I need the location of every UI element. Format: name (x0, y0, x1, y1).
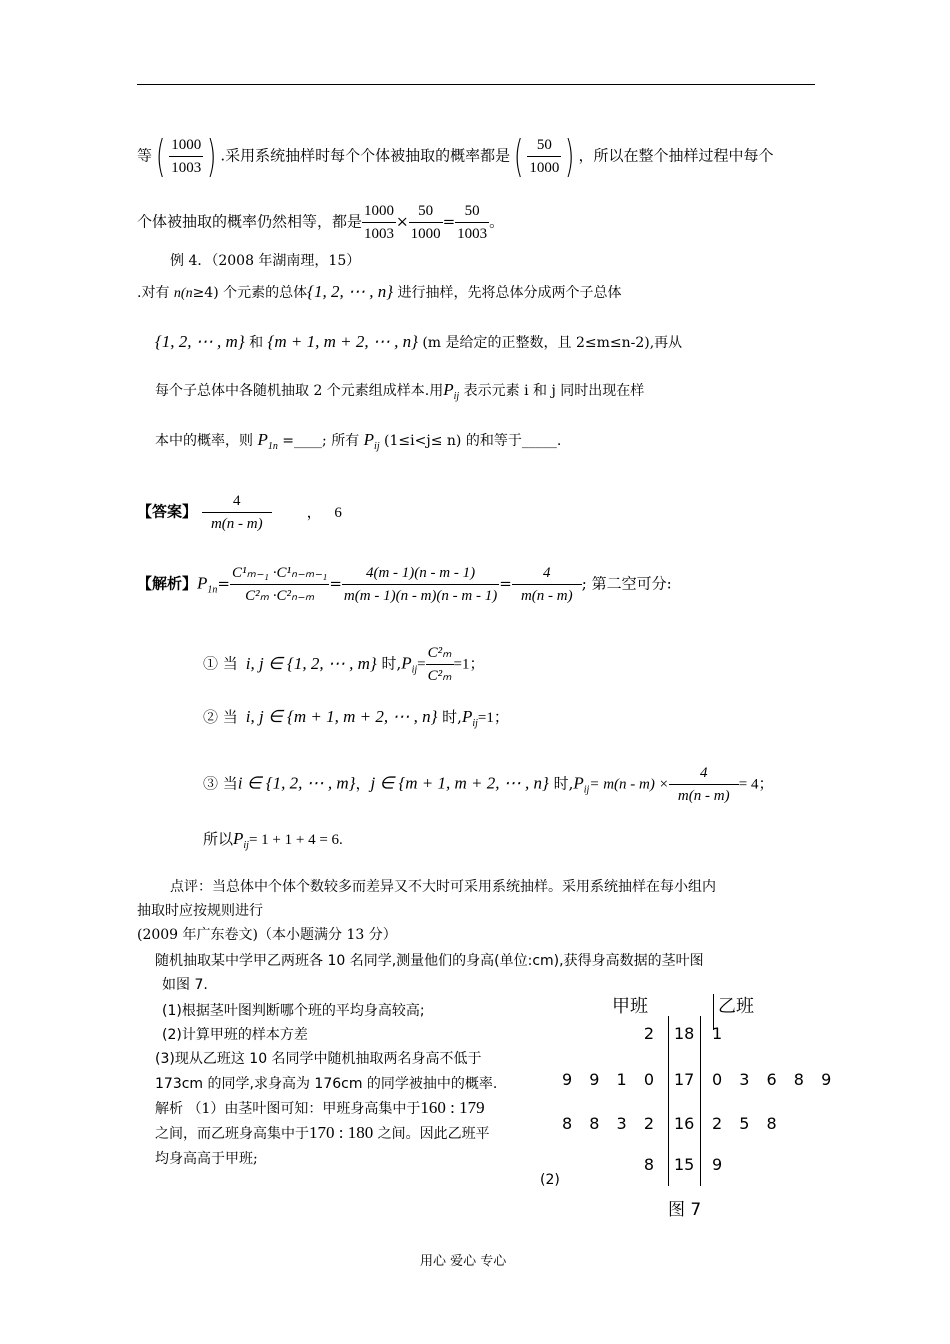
case-result: = 4 (738, 776, 759, 793)
p-subscript: ij (472, 718, 478, 729)
fraction-denominator: m(n - m) (210, 516, 263, 532)
fraction-numerator: C¹ₘ₋₁ ·C¹ₙ₋ₘ₋₁ (230, 562, 329, 585)
stem-15: 15 (674, 1155, 695, 1174)
text: 进行抽样，先将总体分成两个子总体 (393, 285, 622, 301)
case-marker: ① 当 (203, 654, 238, 673)
text: 时, (376, 654, 402, 673)
p-subscript: 1n (267, 440, 278, 452)
intro-line-1 (137, 130, 774, 182)
fraction-numerator: 4 (669, 762, 739, 785)
class-b-title: 乙班 (718, 996, 754, 1017)
text: 表示元素 i 和 j 同时出现在样 (459, 383, 645, 399)
leaf-right-17: 0 3 6 8 9 (712, 1070, 838, 1089)
text: = (277, 433, 295, 449)
p-subscript: ij (374, 440, 380, 452)
text: 之间，而乙班身高集中于 (155, 1126, 309, 1142)
set-all: {1, 2, ⋯ , n} (307, 282, 393, 301)
fraction-numerator: 1000 (169, 134, 203, 157)
p-symbol: P (197, 573, 208, 593)
fraction-denominator: 1000 (410, 226, 441, 242)
problem-line-2 (155, 332, 682, 352)
equals-sign: = (442, 212, 456, 231)
answer-label: 【答案】 (137, 502, 198, 521)
text: ; 所有 (322, 433, 364, 449)
fraction-denominator: C²ₘ (427, 668, 452, 684)
answer-fraction (202, 490, 272, 535)
text: .对有 (137, 285, 174, 301)
fraction-numerator: 4 (512, 562, 582, 585)
equals-sign: = (499, 574, 512, 593)
case-1: ① 当 i, j ∈ {1, 2, ⋯ , m} 时$,P_{ij}=$ $\frac{\text{C²ₘ}}{\text{C²ₘ}}$ =1； (203, 642, 484, 687)
right-paren: ) (565, 130, 575, 182)
gd-header: (2009 年广东卷文)（本小题满分 13 分） (137, 927, 397, 943)
fraction-1000-1003 (169, 134, 203, 179)
text: . (556, 433, 562, 449)
text: ; 第二空可分: (581, 574, 672, 593)
fraction-50-1000 (409, 200, 443, 245)
fraction-numerator: 50 (455, 200, 489, 223)
set-b: {m + 1, m + 2, ⋯ , n} (267, 332, 418, 351)
result-fraction (512, 562, 582, 607)
p-subscript: ij (583, 784, 590, 796)
second-answer: 6 (334, 504, 342, 521)
math-n: n(n (173, 286, 193, 301)
intro2-prefix: 个体被抽取的概率仍然相等，都是 (137, 212, 363, 231)
fraction-denominator: m(n - m) (520, 588, 573, 604)
problem-line-1 (137, 282, 621, 302)
fraction-50-1000 (527, 134, 561, 179)
p-symbol: P (363, 430, 375, 449)
solution-line (137, 562, 672, 607)
text: 时, (437, 708, 462, 726)
fraction-denominator: m(n - m) (677, 788, 730, 804)
case-condition: i ∈ {1, 2, ⋯ , m} (237, 773, 356, 793)
intro2-suffix: 。 (489, 212, 505, 231)
text: 本中的概率，则 (155, 433, 258, 449)
text: ； (758, 774, 774, 793)
p-symbol: P (233, 829, 244, 848)
p-subscript: 1n (207, 584, 218, 596)
class-a-title: 甲班 (612, 996, 648, 1017)
text: 之间。因此乙班平 (373, 1126, 490, 1142)
example-title: 例 4．（2008 年湖南理，15） (170, 253, 361, 269)
leaf-right-16: 2 5 8 (712, 1114, 783, 1133)
case-condition: i, j ∈ {1, 2, ⋯ , m} (245, 653, 377, 673)
intro-middle-text: .采用系统抽样时每个个体被抽取的概率都是 (220, 146, 511, 165)
fraction-numerator: 50 (527, 134, 561, 157)
stem-17: 17 (674, 1070, 695, 1089)
fraction-numerator: 50 (409, 200, 443, 223)
fraction-numerator: C²ₘ (426, 642, 454, 665)
case-condition: j ∈ {m + 1, m + 2, ⋯ , n} (370, 773, 549, 793)
case-condition: i, j ∈ {m + 1, m + 2, ⋯ , n} (245, 707, 438, 726)
fraction-50-1003 (455, 200, 489, 245)
answer-blank: ____ (294, 433, 323, 449)
text: 和 (244, 335, 268, 351)
p-symbol: P (257, 430, 268, 449)
case-3 (203, 762, 773, 807)
leaf-right-18: 1 (712, 1024, 729, 1043)
fraction-denominator: 1003 (457, 226, 488, 242)
intro-suffix: ，所以在整个抽样过程中每个 (578, 146, 774, 165)
equals-sign: = (329, 574, 342, 593)
fraction-denominator: C²ₘ ·C²ₙ₋ₘ (245, 588, 315, 604)
fraction-numerator: 1000 (362, 200, 396, 223)
gd-solution-3: 均身高高于甲班; (155, 1151, 258, 1167)
expanded-fraction (342, 562, 499, 607)
text: 解析 （1）由茎叶图可知：甲班身高集中于 (155, 1101, 421, 1117)
stem-18: 18 (674, 1024, 695, 1043)
problem-line-4 (155, 430, 561, 452)
right-paren: ) (207, 130, 217, 182)
conclusion-expression: = 1 + 1 + 4 = 6. (248, 832, 343, 848)
times-sign: × (396, 212, 409, 231)
gd-solution-2 (155, 1123, 490, 1143)
p-subscript: ij (453, 390, 460, 402)
answer-line (137, 490, 342, 535)
intro-line-2 (137, 200, 504, 245)
case-result: =1 (453, 656, 470, 673)
gd-paragraph-2: 如图 7. (162, 977, 208, 993)
text: ≥4) 个元素的总体 (192, 285, 308, 301)
p-symbol: P (461, 707, 473, 726)
leaf-right-15: 9 (712, 1155, 729, 1174)
page-footer: 用心 爱心 专心 (420, 1254, 507, 1269)
text: 所以 (203, 830, 234, 848)
stem-right-line (700, 1016, 701, 1186)
fraction-denominator: 1003 (171, 160, 202, 176)
answer-blank: _____ (521, 433, 557, 449)
p-subscript: ij (411, 664, 418, 676)
height-range: 170 : 180 (309, 1123, 374, 1142)
case-2 (203, 706, 509, 729)
comment-line-1: 点评：当总体中个体个数较多而差异又不大时可采用系统抽样。采用系统抽样在每小组内 (170, 879, 716, 895)
fraction-denominator: 1003 (364, 226, 395, 242)
text: 时, (548, 774, 574, 793)
intro-prefix: 等 (137, 146, 153, 165)
text: (1≤i<j≤ n) 的和等于 (379, 433, 522, 449)
gd-solution-1 (155, 1098, 485, 1118)
gd-paragraph-1: 随机抽取某中学甲乙两班各 10 名同学,测量他们的身高(单位:cm),获得身高数据的茎叶图 (155, 953, 704, 969)
solution-label: 【解析】 (137, 574, 198, 593)
leaf-left-17: 9 9 1 0 (562, 1070, 660, 1089)
text: ； (469, 654, 485, 673)
combination-fraction (230, 562, 329, 607)
height-range: 160 : 179 (420, 1098, 485, 1117)
text: ； (493, 708, 509, 726)
comment-line-2: 抽取时应按规则进行 (137, 903, 263, 919)
leaf-left-15: 8 (643, 1155, 660, 1174)
stem-16: 16 (674, 1114, 695, 1133)
case-result: =1 (477, 710, 494, 726)
fraction-denominator: 1000 (529, 160, 560, 176)
gd-question-2: (2)计算甲班的样本方差 (162, 1027, 308, 1043)
set-a: {1, 2, ⋯ , m} (155, 332, 245, 351)
gd-question-1: (1)根据茎叶图判断哪个班的平均身高较高; (162, 1003, 425, 1019)
p-symbol: P (401, 653, 412, 673)
gd-part-2: (2) (540, 1172, 560, 1188)
fraction-denominator: m(m - 1)(n - m)(n - m - 1) (343, 588, 498, 604)
equals-sign: = (217, 574, 230, 593)
case-expression: = m(n - m) × (589, 776, 669, 793)
separator: ， (306, 502, 322, 521)
case3-fraction (669, 762, 739, 807)
stem-left-line (668, 1016, 669, 1186)
fraction-numerator: 4 (202, 490, 272, 513)
gd-question-3a: (3)现从乙班这 10 名同学中随机抽取两名身高不低于 (155, 1051, 482, 1067)
problem-line-3 (155, 380, 644, 402)
case-marker: ③ 当 (203, 774, 238, 793)
case-marker: ② 当 (203, 708, 238, 726)
conclusion (203, 828, 343, 851)
left-paren: ( (155, 130, 166, 182)
left-paren: ( (514, 130, 524, 182)
text: (m 是给定的正整数，且 2≤m≤n-2),再从 (417, 335, 683, 351)
text: ， (355, 774, 371, 793)
fraction-numerator: 4(m - 1)(n - m - 1) (342, 562, 499, 585)
case1-fraction (426, 642, 454, 687)
gd-question-3b: 173cm 的同学,求身高为 176cm 的同学被抽中的概率. (155, 1076, 498, 1092)
header-rule (137, 84, 815, 85)
leaf-left-16: 8 8 3 2 (562, 1114, 660, 1133)
p-subscript: ij (243, 840, 249, 851)
text: 每个子总体中各随机抽取 2 个元素组成样本.用 (155, 383, 444, 399)
leaf-left-18: 2 (643, 1024, 660, 1043)
p-symbol: P (443, 380, 454, 399)
p-symbol: P (573, 773, 584, 793)
fraction-1000-1003 (362, 200, 396, 245)
figure-caption: 图 7 (668, 1200, 702, 1220)
